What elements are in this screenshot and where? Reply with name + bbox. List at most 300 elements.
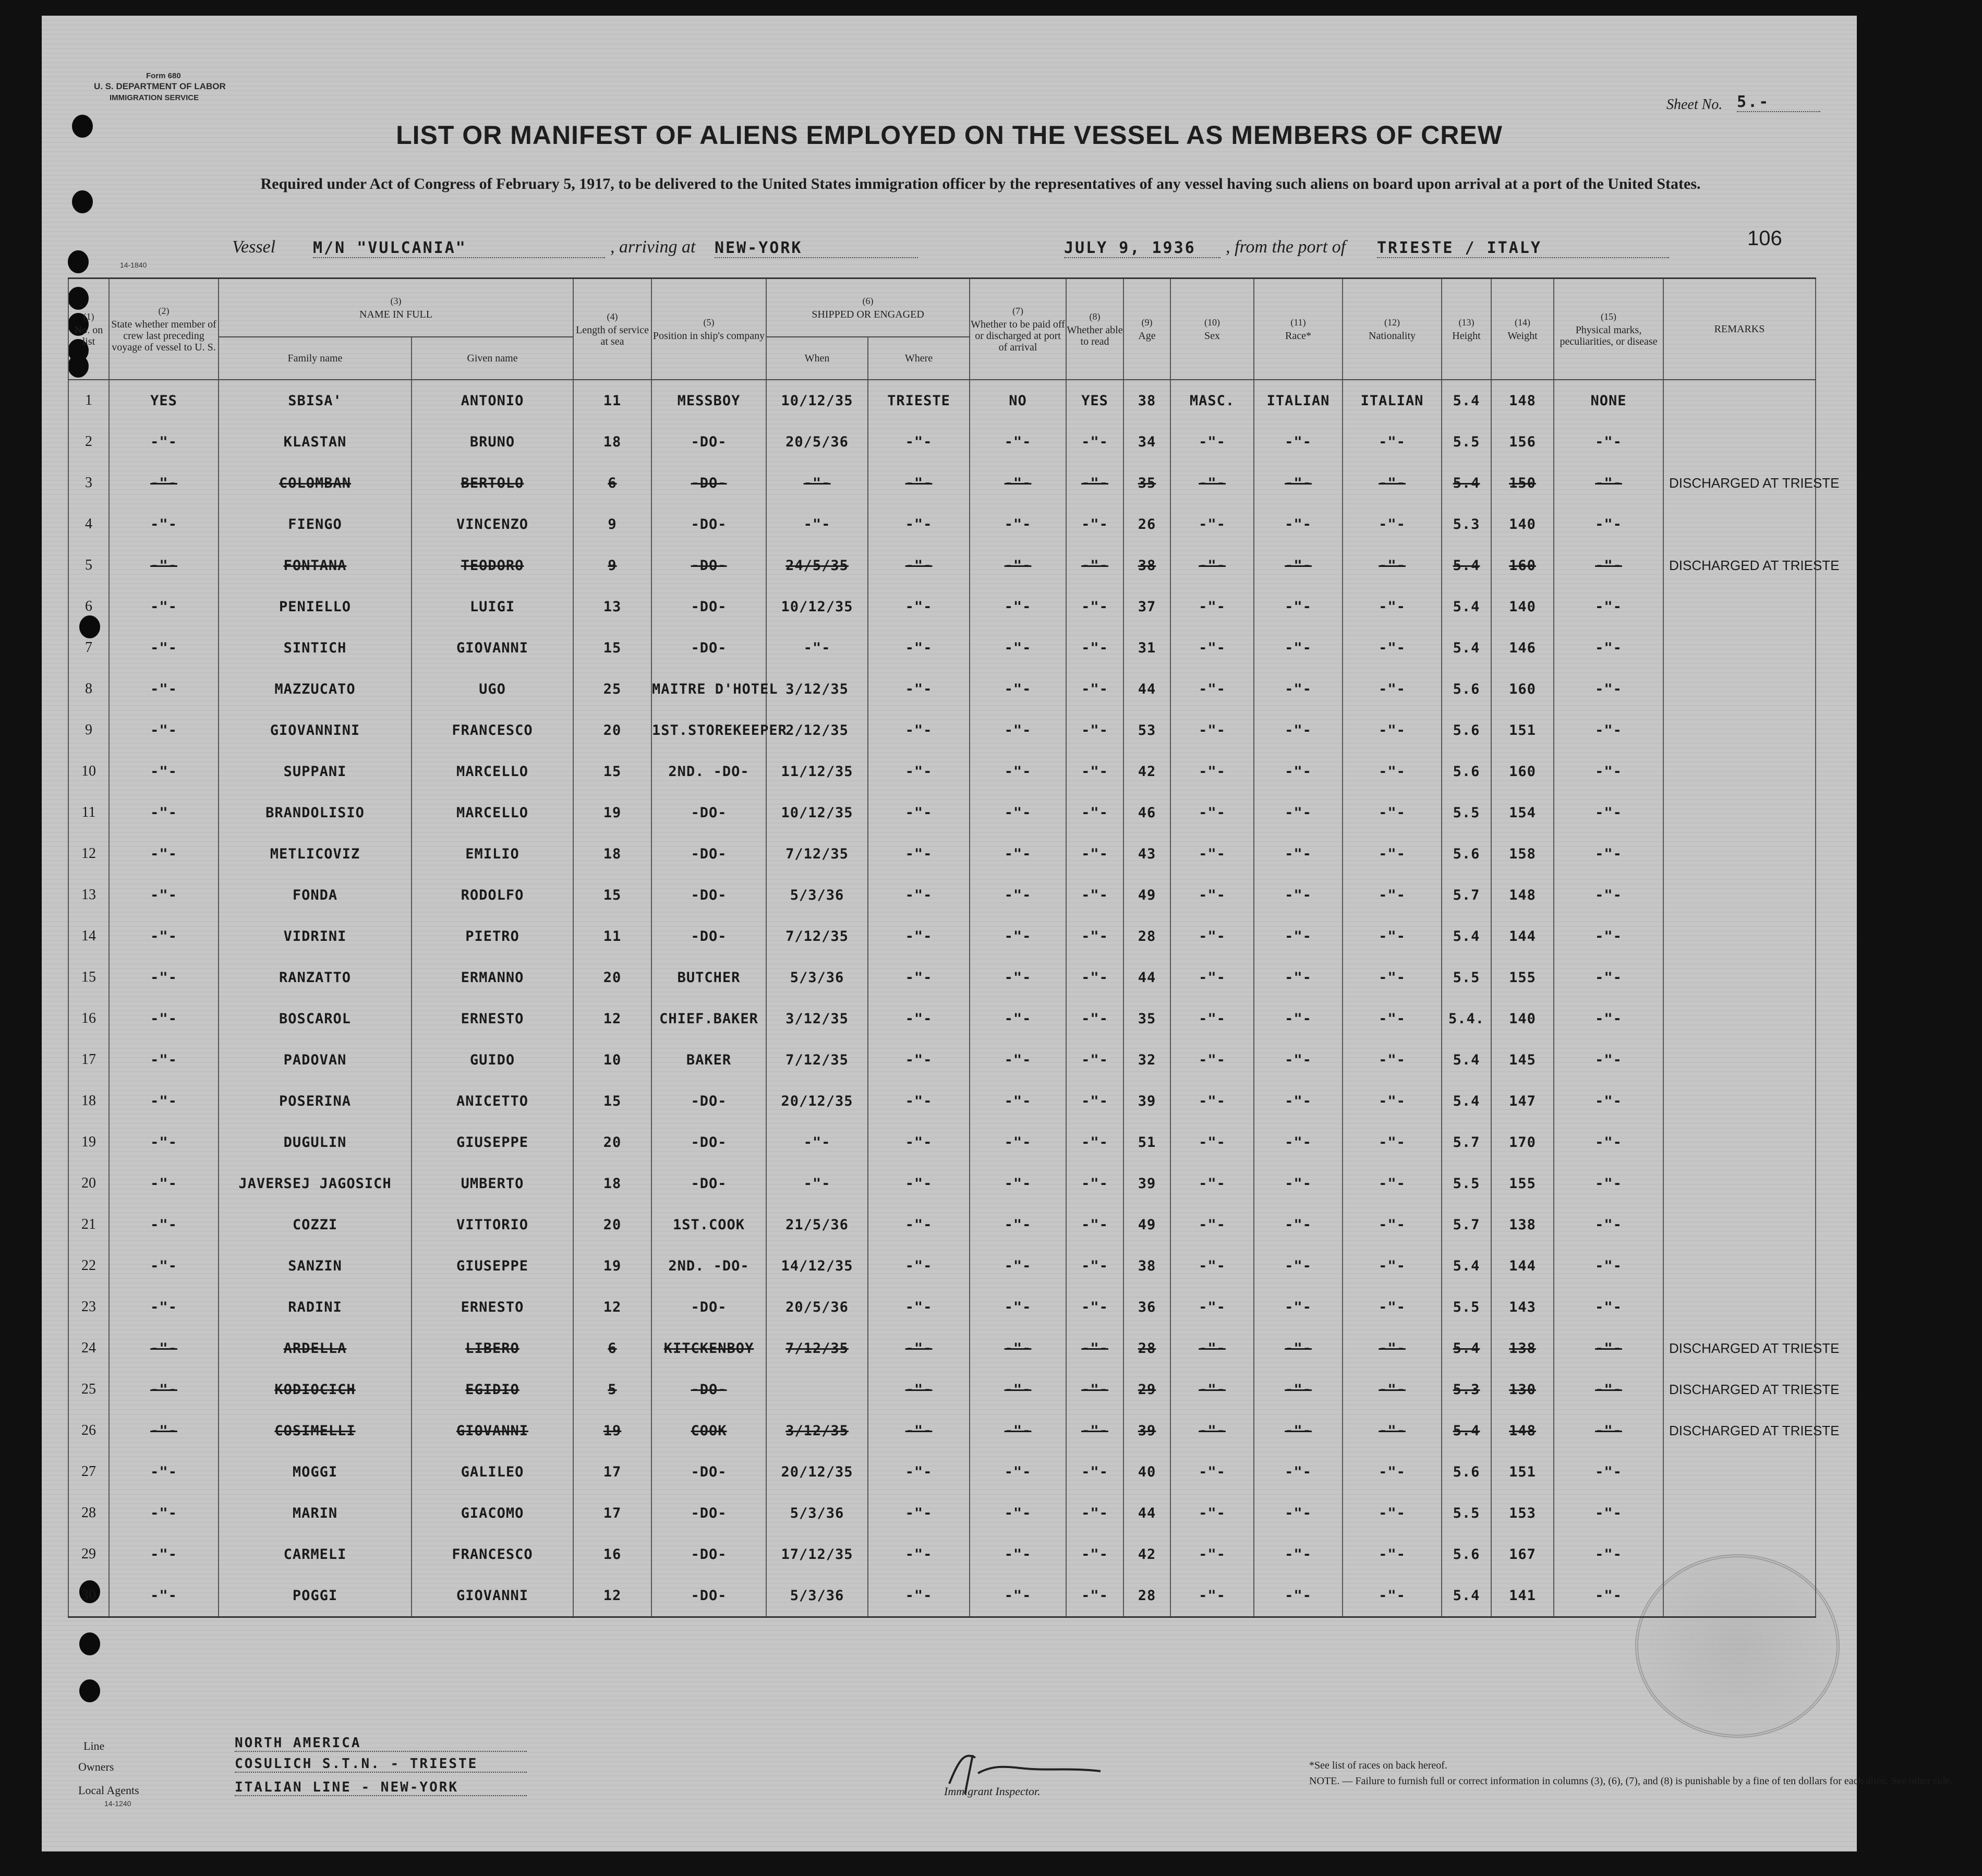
cell-height: 5.5 xyxy=(1442,1163,1491,1204)
cell-shipped-when: 5/3/36 xyxy=(766,1575,868,1617)
cell-shipped-where: -"- xyxy=(868,1245,970,1287)
cell-remarks xyxy=(1663,1534,1816,1575)
cell-prev-voyage: -"- xyxy=(109,1081,219,1122)
cell-physical-marks: -"- xyxy=(1554,1534,1663,1575)
cell-race: -"- xyxy=(1254,1122,1343,1163)
crew-row xyxy=(68,380,1816,421)
cell-nationality: -"- xyxy=(1343,1245,1442,1287)
cell-row-number: 19 xyxy=(68,1122,109,1163)
cell-row-number: 28 xyxy=(68,1493,109,1534)
cell-able-to-read: -"- xyxy=(1066,957,1123,998)
cell-physical-marks: -"- xyxy=(1554,1039,1663,1081)
cell-row-number: 11 xyxy=(68,792,109,833)
crew-row xyxy=(68,421,1816,463)
cell-remarks xyxy=(1663,1451,1816,1493)
cell-age: 49 xyxy=(1123,1204,1170,1245)
cell-remarks xyxy=(1663,792,1816,833)
cell-sex: -"- xyxy=(1170,1122,1254,1163)
cell-weight: 154 xyxy=(1491,792,1554,833)
crew-row xyxy=(68,710,1816,751)
cell-family-name: MAZZUCATO xyxy=(219,669,412,710)
col-when-header: When xyxy=(766,337,868,380)
crew-row xyxy=(68,875,1816,916)
cell-able-to-read: -"- xyxy=(1066,710,1123,751)
races-note: *See list of races on back hereof. xyxy=(1309,1760,1447,1771)
cell-shipped-when: -"- xyxy=(766,1163,868,1204)
cell-age: 28 xyxy=(1123,916,1170,957)
form-number: Form 680 xyxy=(146,71,181,80)
cell-physical-marks: -"- xyxy=(1554,916,1663,957)
cell-position: -DO- xyxy=(651,545,766,586)
cell-weight: 144 xyxy=(1491,916,1554,957)
cell-physical-marks: -"- xyxy=(1554,669,1663,710)
crew-manifest-table xyxy=(68,277,1840,1618)
cell-given-name: BERTOLO xyxy=(412,463,573,504)
cell-able-to-read: -"- xyxy=(1066,1451,1123,1493)
cell-remarks xyxy=(1663,710,1816,751)
cell-given-name: GUIDO xyxy=(412,1039,573,1081)
cell-height: 5.7 xyxy=(1442,875,1491,916)
cell-shipped-when: 5/3/36 xyxy=(766,875,868,916)
cell-given-name: ERNESTO xyxy=(412,998,573,1039)
sheet-no-label: Sheet No. xyxy=(1666,96,1723,113)
cell-prev-voyage: -"- xyxy=(109,1575,219,1617)
cell-weight: 141 xyxy=(1491,1575,1554,1617)
cell-weight: 138 xyxy=(1491,1328,1554,1369)
cell-length-of-service: 20 xyxy=(573,1204,651,1245)
cell-age: 39 xyxy=(1123,1163,1170,1204)
cell-position: -DO- xyxy=(651,1369,766,1410)
cell-nationality: -"- xyxy=(1343,1493,1442,1534)
cell-able-to-read: -"- xyxy=(1066,1122,1123,1163)
cell-prev-voyage: -"- xyxy=(109,463,219,504)
cell-age: 39 xyxy=(1123,1410,1170,1451)
cell-position: -DO- xyxy=(651,1122,766,1163)
cell-length-of-service: 19 xyxy=(573,1245,651,1287)
cell-prev-voyage: -"- xyxy=(109,545,219,586)
cell-shipped-where: -"- xyxy=(868,586,970,627)
cell-prev-voyage: -"- xyxy=(109,421,219,463)
cell-race: -"- xyxy=(1254,586,1343,627)
cell-physical-marks: -"- xyxy=(1554,1575,1663,1617)
cell-shipped-when: -"- xyxy=(766,627,868,669)
cell-given-name: LUIGI xyxy=(412,586,573,627)
cell-position: -DO- xyxy=(651,1163,766,1204)
cell-prev-voyage: -"- xyxy=(109,1328,219,1369)
cell-weight: 148 xyxy=(1491,875,1554,916)
cell-position: -DO- xyxy=(651,1081,766,1122)
cell-position: -DO- xyxy=(651,1534,766,1575)
cell-row-number: 29 xyxy=(68,1534,109,1575)
cell-given-name: EGIDIO xyxy=(412,1369,573,1410)
cell-race: -"- xyxy=(1254,1328,1343,1369)
cell-remarks xyxy=(1663,916,1816,957)
cell-nationality: -"- xyxy=(1343,1122,1442,1163)
cell-shipped-where: -"- xyxy=(868,1493,970,1534)
cell-height: 5.4. xyxy=(1442,998,1491,1039)
cell-remarks xyxy=(1663,875,1816,916)
cell-sex: -"- xyxy=(1170,545,1254,586)
cell-sex: -"- xyxy=(1170,1451,1254,1493)
cell-row-number: 23 xyxy=(68,1287,109,1328)
crew-row xyxy=(68,1081,1816,1122)
cell-family-name: SINTICH xyxy=(219,627,412,669)
cell-remarks xyxy=(1663,1081,1816,1122)
cell-shipped-where: -"- xyxy=(868,1410,970,1451)
cell-family-name: SUPPANI xyxy=(219,751,412,792)
cell-sex: -"- xyxy=(1170,1493,1254,1534)
cell-shipped-when: 3/12/35 xyxy=(766,1410,868,1451)
cell-sex: -"- xyxy=(1170,586,1254,627)
crew-row xyxy=(68,1410,1816,1451)
cell-able-to-read: -"- xyxy=(1066,504,1123,545)
cell-height: 5.5 xyxy=(1442,1493,1491,1534)
cell-shipped-when: 3/12/35 xyxy=(766,998,868,1039)
cell-remarks xyxy=(1663,1204,1816,1245)
col-sex-header: (10) Sex xyxy=(1170,279,1254,380)
cell-physical-marks: -"- xyxy=(1554,1245,1663,1287)
cell-able-to-read: -"- xyxy=(1066,545,1123,586)
cell-family-name: CARMELI xyxy=(219,1534,412,1575)
cell-row-number: 27 xyxy=(68,1451,109,1493)
cell-physical-marks: -"- xyxy=(1554,421,1663,463)
cell-able-to-read: -"- xyxy=(1066,1204,1123,1245)
cell-paid-off: -"- xyxy=(970,1163,1066,1204)
cell-row-number: 9 xyxy=(68,710,109,751)
cell-length-of-service: 6 xyxy=(573,463,651,504)
cell-nationality: -"- xyxy=(1343,463,1442,504)
cell-position: BUTCHER xyxy=(651,957,766,998)
cell-row-number: 4 xyxy=(68,504,109,545)
col-given-name-header: Given name xyxy=(412,337,573,380)
form-service: IMMIGRATION SERVICE xyxy=(110,93,199,102)
crew-row xyxy=(68,1534,1816,1575)
cell-physical-marks: -"- xyxy=(1554,751,1663,792)
cell-weight: 145 xyxy=(1491,1039,1554,1081)
cell-family-name: VIDRINI xyxy=(219,916,412,957)
cell-race: -"- xyxy=(1254,1204,1343,1245)
cell-position: 1ST.STOREKEEPER xyxy=(651,710,766,751)
cell-row-number: 17 xyxy=(68,1039,109,1081)
line-value: NORTH AMERICA xyxy=(235,1735,527,1752)
cell-nationality: -"- xyxy=(1343,1039,1442,1081)
cell-paid-off: -"- xyxy=(970,1287,1066,1328)
cell-nationality: -"- xyxy=(1343,1410,1442,1451)
cell-family-name: POSERINA xyxy=(219,1081,412,1122)
cell-nationality: ITALIAN xyxy=(1343,380,1442,421)
cell-physical-marks: -"- xyxy=(1554,1081,1663,1122)
cell-paid-off: -"- xyxy=(970,1410,1066,1451)
cell-prev-voyage: -"- xyxy=(109,1369,219,1410)
cell-paid-off: -"- xyxy=(970,463,1066,504)
cell-paid-off: -"- xyxy=(970,1122,1066,1163)
cell-sex: MASC. xyxy=(1170,380,1254,421)
cell-age: 28 xyxy=(1123,1575,1170,1617)
cell-position: -DO- xyxy=(651,916,766,957)
cell-length-of-service: 17 xyxy=(573,1493,651,1534)
arriving-port: NEW-YORK xyxy=(715,239,918,258)
cell-height: 5.6 xyxy=(1442,1451,1491,1493)
cell-physical-marks: -"- xyxy=(1554,1122,1663,1163)
cell-race: -"- xyxy=(1254,1534,1343,1575)
cell-physical-marks: -"- xyxy=(1554,1163,1663,1204)
crew-row xyxy=(68,586,1816,627)
cell-position: 2ND. -DO- xyxy=(651,751,766,792)
cell-shipped-when: 10/12/35 xyxy=(766,586,868,627)
cell-family-name: POGGI xyxy=(219,1575,412,1617)
cell-physical-marks: -"- xyxy=(1554,463,1663,504)
cell-weight: 170 xyxy=(1491,1122,1554,1163)
cell-prev-voyage: -"- xyxy=(109,875,219,916)
cell-family-name: ARDELLA xyxy=(219,1328,412,1369)
cell-paid-off: -"- xyxy=(970,833,1066,875)
cell-age: 49 xyxy=(1123,875,1170,916)
crew-row xyxy=(68,1245,1816,1287)
cell-row-number: 10 xyxy=(68,751,109,792)
cell-shipped-where: -"- xyxy=(868,669,970,710)
cell-paid-off: -"- xyxy=(970,751,1066,792)
cell-position: MESSBOY xyxy=(651,380,766,421)
cell-length-of-service: 25 xyxy=(573,669,651,710)
crew-row xyxy=(68,1163,1816,1204)
cell-age: 38 xyxy=(1123,545,1170,586)
cell-row-number: 14 xyxy=(68,916,109,957)
cell-nationality: -"- xyxy=(1343,998,1442,1039)
cell-given-name: MARCELLO xyxy=(412,792,573,833)
cell-given-name: GIOVANNI xyxy=(412,627,573,669)
cell-length-of-service: 19 xyxy=(573,1410,651,1451)
cell-sex: -"- xyxy=(1170,792,1254,833)
crew-row xyxy=(68,1204,1816,1245)
cell-prev-voyage: YES xyxy=(109,380,219,421)
cell-shipped-where: -"- xyxy=(868,751,970,792)
cell-shipped-when: 10/12/35 xyxy=(766,380,868,421)
cell-given-name: ANICETTO xyxy=(412,1081,573,1122)
cell-shipped-where: -"- xyxy=(868,1081,970,1122)
cell-shipped-where: -"- xyxy=(868,1204,970,1245)
cell-physical-marks: -"- xyxy=(1554,710,1663,751)
crew-row xyxy=(68,751,1816,792)
cell-prev-voyage: -"- xyxy=(109,504,219,545)
cell-prev-voyage: -"- xyxy=(109,586,219,627)
cell-physical-marks: -"- xyxy=(1554,586,1663,627)
cell-length-of-service: 20 xyxy=(573,710,651,751)
col-no-header: (1) No. on list xyxy=(68,279,109,380)
crew-row xyxy=(68,1328,1816,1369)
cell-sex: -"- xyxy=(1170,669,1254,710)
cell-weight: 140 xyxy=(1491,998,1554,1039)
cell-paid-off: -"- xyxy=(970,1575,1066,1617)
col-position-header: (5) Position in ship's company xyxy=(651,279,766,380)
cell-paid-off: -"- xyxy=(970,1493,1066,1534)
crew-row xyxy=(68,463,1816,504)
cell-age: 35 xyxy=(1123,998,1170,1039)
cell-position: -DO- xyxy=(651,504,766,545)
cell-height: 5.6 xyxy=(1442,751,1491,792)
cell-family-name: FONTANA xyxy=(219,545,412,586)
cell-family-name: DUGULIN xyxy=(219,1122,412,1163)
cell-paid-off: -"- xyxy=(970,421,1066,463)
cell-able-to-read: -"- xyxy=(1066,1245,1123,1287)
cell-prev-voyage: -"- xyxy=(109,1122,219,1163)
cell-weight: 155 xyxy=(1491,957,1554,998)
cell-shipped-where: -"- xyxy=(868,463,970,504)
cell-nationality: -"- xyxy=(1343,421,1442,463)
cell-position: COOK xyxy=(651,1410,766,1451)
cell-race: -"- xyxy=(1254,627,1343,669)
arrival-date: JULY 9, 1936 xyxy=(1064,239,1220,258)
owners-value: COSULICH S.T.N. - TRIESTE xyxy=(235,1756,527,1773)
penalty-note: NOTE. — Failure to furnish full or correct information in columns (3), (6), (7), and (8) is punishable by a fine of ten dollars for each alien. See other side. xyxy=(1309,1775,1953,1787)
cell-remarks xyxy=(1663,669,1816,710)
cell-paid-off: -"- xyxy=(970,545,1066,586)
cell-family-name: FONDA xyxy=(219,875,412,916)
line-label: Line xyxy=(83,1739,105,1752)
cell-paid-off: -"- xyxy=(970,1328,1066,1369)
form-department: U. S. DEPARTMENT OF LABOR xyxy=(94,81,226,91)
cell-height: 5.6 xyxy=(1442,1534,1491,1575)
cell-length-of-service: 20 xyxy=(573,1122,651,1163)
cell-shipped-where: -"- xyxy=(868,833,970,875)
cell-prev-voyage: -"- xyxy=(109,1410,219,1451)
cell-age: 38 xyxy=(1123,1245,1170,1287)
cell-sex: -"- xyxy=(1170,1245,1254,1287)
cell-given-name: UGO xyxy=(412,669,573,710)
vessel-label: Vessel xyxy=(232,237,276,257)
cell-position: 1ST.COOK xyxy=(651,1204,766,1245)
cell-physical-marks: -"- xyxy=(1554,545,1663,586)
cell-shipped-where: -"- xyxy=(868,957,970,998)
cell-weight: 151 xyxy=(1491,1451,1554,1493)
cell-race: -"- xyxy=(1254,792,1343,833)
cell-height: 5.4 xyxy=(1442,627,1491,669)
crew-row xyxy=(68,1039,1816,1081)
cell-weight: 130 xyxy=(1491,1369,1554,1410)
cell-nationality: -"- xyxy=(1343,669,1442,710)
cell-age: 44 xyxy=(1123,669,1170,710)
cell-sex: -"- xyxy=(1170,957,1254,998)
cell-weight: 140 xyxy=(1491,504,1554,545)
cell-shipped-when: 11/12/35 xyxy=(766,751,868,792)
cell-able-to-read: -"- xyxy=(1066,463,1123,504)
cell-height: 5.6 xyxy=(1442,669,1491,710)
cell-shipped-where: -"- xyxy=(868,1451,970,1493)
cell-length-of-service: 5 xyxy=(573,1369,651,1410)
cell-position: -DO- xyxy=(651,1287,766,1328)
cell-age: 32 xyxy=(1123,1039,1170,1081)
cell-shipped-where: -"- xyxy=(868,545,970,586)
cell-paid-off: NO xyxy=(970,380,1066,421)
cell-able-to-read: -"- xyxy=(1066,1163,1123,1204)
cell-physical-marks: -"- xyxy=(1554,1328,1663,1369)
cell-physical-marks: -"- xyxy=(1554,1369,1663,1410)
cell-sex: -"- xyxy=(1170,875,1254,916)
cell-sex: -"- xyxy=(1170,710,1254,751)
cell-age: 51 xyxy=(1123,1122,1170,1163)
cell-length-of-service: 13 xyxy=(573,586,651,627)
cell-race: -"- xyxy=(1254,1451,1343,1493)
cell-family-name: KLASTAN xyxy=(219,421,412,463)
cell-nationality: -"- xyxy=(1343,1534,1442,1575)
crew-row xyxy=(68,545,1816,586)
col-read-header: (8) Whether able to read xyxy=(1066,279,1123,380)
crew-row xyxy=(68,833,1816,875)
cell-able-to-read: -"- xyxy=(1066,586,1123,627)
cell-given-name: GIOVANNI xyxy=(412,1410,573,1451)
cell-length-of-service: 10 xyxy=(573,1039,651,1081)
cell-remarks xyxy=(1663,504,1816,545)
cell-race: -"- xyxy=(1254,504,1343,545)
cell-prev-voyage: -"- xyxy=(109,710,219,751)
crew-row xyxy=(68,792,1816,833)
cell-nationality: -"- xyxy=(1343,1575,1442,1617)
cell-shipped-where: -"- xyxy=(868,1163,970,1204)
cell-race: -"- xyxy=(1254,1575,1343,1617)
cell-shipped-where: -"- xyxy=(868,421,970,463)
cell-row-number: 26 xyxy=(68,1410,109,1451)
cell-height: 5.7 xyxy=(1442,1204,1491,1245)
cell-given-name: EMILIO xyxy=(412,833,573,875)
cell-family-name: RANZATTO xyxy=(219,957,412,998)
crew-row xyxy=(68,504,1816,545)
cell-shipped-when: 5/3/36 xyxy=(766,957,868,998)
cell-row-number: 25 xyxy=(68,1369,109,1410)
cell-family-name: SBISA' xyxy=(219,380,412,421)
col-weight-header: (14) Weight xyxy=(1491,279,1554,380)
cell-able-to-read: -"- xyxy=(1066,792,1123,833)
cell-weight: 153 xyxy=(1491,1493,1554,1534)
cell-able-to-read: -"- xyxy=(1066,875,1123,916)
cell-height: 5.6 xyxy=(1442,833,1491,875)
cell-length-of-service: 9 xyxy=(573,545,651,586)
cell-weight: 143 xyxy=(1491,1287,1554,1328)
cell-nationality: -"- xyxy=(1343,545,1442,586)
cell-position: -DO- xyxy=(651,875,766,916)
cell-row-number: 20 xyxy=(68,1163,109,1204)
cell-given-name: ANTONIO xyxy=(412,380,573,421)
agents-label: Local Agents xyxy=(78,1784,139,1797)
page-subtitle: Required under Act of Congress of February 5, 1917, to be delivered to the United States immigration officer by the representatives of any vessel having such aliens on board upon arrival at a port of the United States. xyxy=(260,175,1701,192)
cell-height: 5.4 xyxy=(1442,916,1491,957)
cell-shipped-when: 24/5/35 xyxy=(766,545,868,586)
cell-paid-off: -"- xyxy=(970,998,1066,1039)
cell-sex: -"- xyxy=(1170,916,1254,957)
cell-able-to-read: -"- xyxy=(1066,1410,1123,1451)
crew-row xyxy=(68,1451,1816,1493)
cell-position: -DO- xyxy=(651,463,766,504)
cell-sex: -"- xyxy=(1170,1204,1254,1245)
cell-height: 5.4 xyxy=(1442,380,1491,421)
cell-physical-marks: -"- xyxy=(1554,957,1663,998)
cell-age: 46 xyxy=(1123,792,1170,833)
cell-shipped-where: -"- xyxy=(868,998,970,1039)
cell-prev-voyage: -"- xyxy=(109,1163,219,1204)
cell-able-to-read: -"- xyxy=(1066,916,1123,957)
cell-position: -DO- xyxy=(651,1575,766,1617)
cell-given-name: FRANCESCO xyxy=(412,1534,573,1575)
cell-height: 5.5 xyxy=(1442,1287,1491,1328)
cell-given-name: GIACOMO xyxy=(412,1493,573,1534)
cell-position: -DO- xyxy=(651,1451,766,1493)
cell-family-name: SANZIN xyxy=(219,1245,412,1287)
crew-row xyxy=(68,1575,1816,1617)
cell-height: 5.7 xyxy=(1442,1122,1491,1163)
cell-given-name: GIUSEPPE xyxy=(412,1245,573,1287)
cell-family-name: JAVERSEJ JAGOSICH xyxy=(219,1163,412,1204)
cell-shipped-when: 20/5/36 xyxy=(766,1287,868,1328)
cell-able-to-read: -"- xyxy=(1066,1039,1123,1081)
cell-row-number: 16 xyxy=(68,998,109,1039)
